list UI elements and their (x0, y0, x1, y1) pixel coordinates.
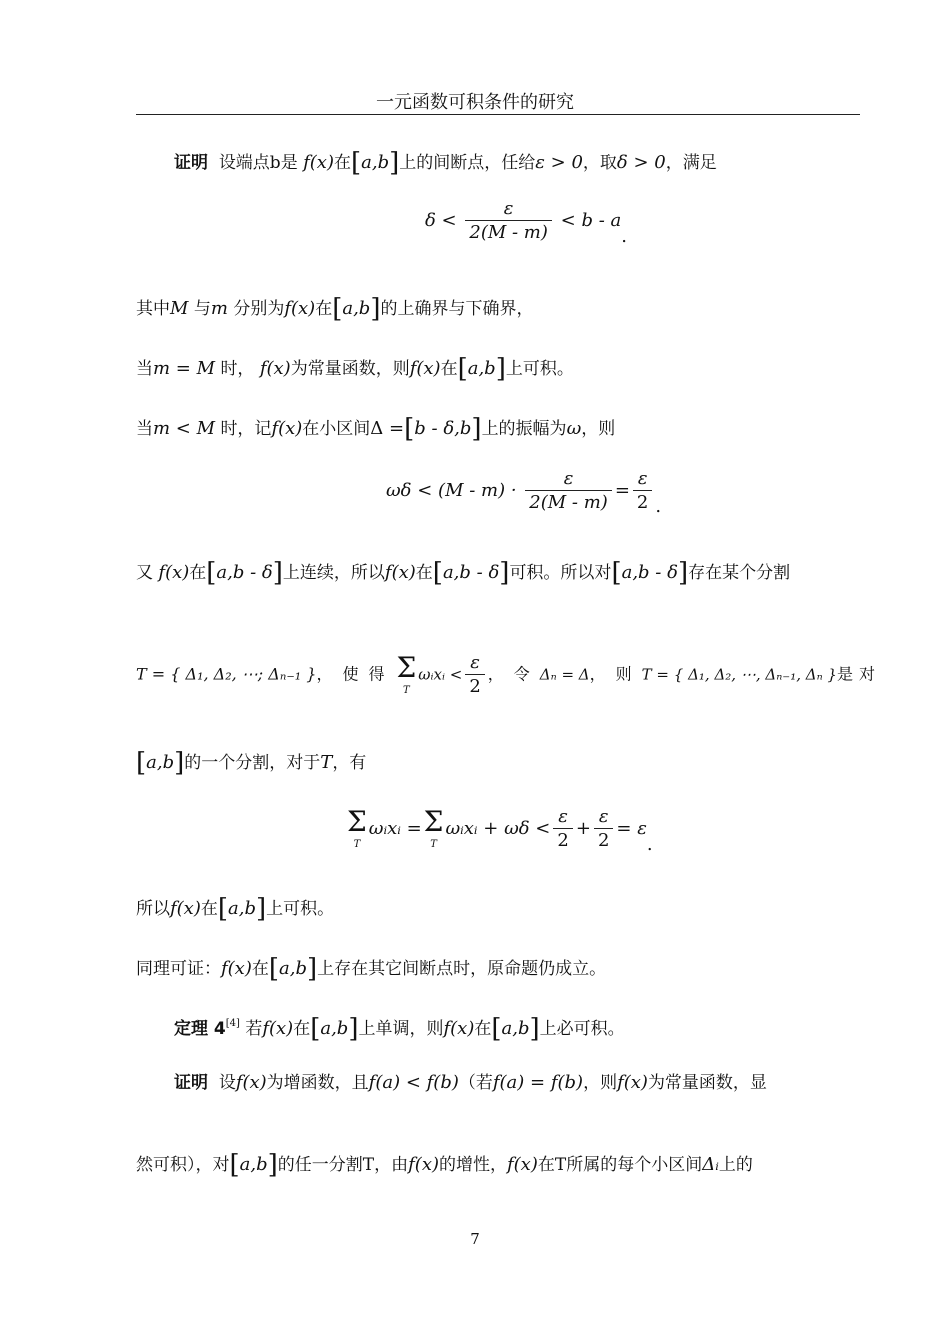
bracket-open: [ (217, 894, 229, 924)
bracket-open: [ (332, 294, 343, 324)
text-run: ，则 (583, 1073, 618, 1093)
text-run: 同理可证： (136, 959, 221, 979)
math-fx: f(x) (221, 958, 252, 979)
bracket-close: ] (348, 1014, 359, 1044)
text-run: 时， (220, 359, 255, 379)
eq1-right: < b - a (560, 210, 622, 231)
text-run: 在小区间 (302, 419, 371, 439)
bracket-open: [ (268, 954, 280, 984)
math-interval: a,b (279, 958, 307, 979)
math-fx: f(x) (409, 358, 441, 379)
eq2-fraction-1 (525, 468, 612, 514)
math-interval: a,b (320, 1018, 349, 1039)
math-fx: f(x) (384, 562, 416, 583)
text-run: 可积。所以对 (509, 563, 612, 583)
bracket-close: ] (174, 748, 185, 778)
eq1-den: 2(M - m) (469, 221, 548, 243)
running-header: 一元函数可积条件的研究 (376, 92, 574, 113)
eq2-left: ωδ < (M - m) · (386, 480, 517, 501)
frac-num: ε (594, 806, 613, 829)
text-run: 在 (251, 959, 269, 979)
eq2-den: 2(M - m) (529, 491, 608, 513)
text-run: 又 (136, 563, 153, 583)
frac-den: 2 (557, 829, 569, 851)
math-fx: f(x) (443, 1018, 475, 1039)
bracket-open: [ (432, 558, 443, 588)
text-run: ，则 (589, 664, 642, 684)
eq3-plus: + (575, 818, 591, 839)
text-run: 为增函数，且 (266, 1073, 369, 1093)
text-run: 时，记 (220, 419, 272, 439)
eq2-num: ε (525, 468, 612, 491)
text-run: 为常量函数，显 (647, 1073, 767, 1093)
math-fx: f(x) (259, 358, 291, 379)
bracket-open: [ (404, 414, 415, 444)
sum-symbol (347, 804, 367, 851)
eq2-den2: 2 (636, 491, 649, 513)
proof-line-1 (174, 150, 860, 176)
eq2-num2: ε (633, 468, 652, 491)
math-interval: a,b (239, 1154, 268, 1175)
math-M: M (170, 298, 189, 319)
eq3-a: ωᵢxᵢ = (368, 818, 422, 839)
text-line-7 (136, 750, 860, 776)
bracket-close: ] (529, 1014, 540, 1044)
text-run: 上的振幅为 (481, 419, 567, 439)
frac-den: 2 (597, 829, 610, 851)
math-m-lt-M: m < M (153, 418, 216, 439)
math-interval: a,b - δ (621, 562, 678, 583)
math-m: m (210, 298, 228, 319)
math-interval: a,b (361, 152, 390, 173)
eq1-fraction (465, 198, 552, 244)
header-rule (136, 114, 860, 115)
bracket-close: ] (267, 1150, 278, 1180)
proof-2-line-1 (174, 1074, 860, 1092)
text-run: 在 (200, 899, 218, 919)
text-run: 为常量函数，则 (290, 359, 410, 379)
math-T: T (320, 752, 333, 773)
math-fx: f(x) (617, 1072, 648, 1093)
eq1-num: ε (465, 198, 552, 221)
text-run: 其中 (136, 299, 170, 319)
text-run: ，则 (581, 419, 616, 439)
text-line-9 (136, 956, 860, 982)
equation-3 (345, 804, 653, 855)
text-run: 上可积。 (266, 899, 335, 919)
citation-ref: [4] (225, 1018, 240, 1029)
math-m-eq-M: m = M (153, 358, 216, 379)
text-run: ，取 (582, 153, 617, 173)
math-Delta-i: Δᵢ (702, 1154, 719, 1175)
math-fx: f(x) (303, 152, 334, 173)
math-interval: a,b (146, 752, 175, 773)
text-run: 上可积。 (505, 359, 574, 379)
sigma: Σ (423, 804, 444, 838)
eq1-period: . (621, 226, 627, 247)
bracket-open: [ (457, 354, 468, 384)
text-run: ，令 (487, 664, 540, 684)
bracket-close: ] (471, 414, 482, 444)
bracket-open: [ (206, 558, 217, 588)
text-run: 是对 (836, 664, 881, 684)
math-interval: b - δ,b (414, 418, 472, 439)
math-fx: f(x) (507, 1154, 538, 1175)
text-run: 上的 (718, 1155, 753, 1175)
bracket-close: ] (256, 894, 267, 924)
math-interval: a,b - δ (442, 562, 500, 583)
text-run: 上的间断点，任给 (399, 153, 536, 173)
eq1-left: δ < (425, 210, 457, 231)
bracket-open: [ (491, 1014, 502, 1044)
sum-limit: T (403, 685, 410, 697)
eq2-eq: = (614, 480, 630, 501)
text-run: 然可积），对 (136, 1155, 230, 1175)
text-run: 在 (440, 359, 458, 379)
text-run: 当 (136, 419, 153, 439)
bracket-open: [ (611, 558, 622, 588)
math-interval: a,b (228, 898, 256, 919)
math-delta: δ > 0 (616, 152, 666, 173)
proof-label: 证明 (174, 1073, 208, 1093)
text-run: 在 (474, 1019, 492, 1039)
text-run: 的任一分割T，由 (277, 1155, 409, 1175)
math-partition: T = { Δ₁, Δ₂, ⋯; Δₙ₋₁ } (136, 664, 317, 684)
math-partition-2: T = { Δ₁, Δ₂, ⋯, Δₙ₋₁, Δₙ } (641, 665, 837, 684)
bracket-close: ] (307, 954, 318, 984)
math-eps: ε > 0 (535, 152, 583, 173)
theorem-label: 定理 4 (174, 1019, 226, 1039)
frac-num: ε (553, 806, 572, 829)
frac-num: ε (465, 652, 484, 675)
eq2-fraction-2 (633, 468, 652, 514)
bracket-close: ] (389, 148, 400, 178)
text-run: 在 (315, 299, 333, 319)
text-run: ，使得 (316, 664, 395, 684)
bracket-open: [ (136, 748, 147, 778)
text-run: ，有 (332, 753, 367, 773)
sum-symbol (423, 804, 444, 851)
text-run: ，满足 (665, 153, 717, 173)
math-fa-eq-fb: f(a) = f(b) (492, 1072, 584, 1093)
text-run: 的增性， (439, 1155, 507, 1175)
math-fx: f(x) (235, 1072, 267, 1093)
eq3-fraction-1 (553, 806, 572, 852)
text-line-8 (136, 896, 860, 922)
text-run: 与 (193, 299, 211, 319)
bracket-open: [ (350, 148, 362, 178)
text-run: 所以 (136, 899, 170, 919)
eq3-end: = ε (616, 818, 647, 839)
math-interval: a,b (342, 298, 371, 319)
sum-limit: T (353, 839, 361, 851)
math-fx: f(x) (271, 418, 303, 439)
math-interval: a,b (467, 358, 496, 379)
text-line-6 (136, 650, 881, 698)
math-fx: f(x) (284, 298, 316, 319)
text-line-2 (136, 296, 860, 322)
eq2-period: . (655, 496, 662, 517)
bracket-close: ] (370, 294, 381, 324)
math-fa-lt-fb: f(a) < f(b) (368, 1072, 459, 1093)
text-run: 当 (136, 359, 153, 379)
text-run: 设端点b是 (218, 153, 298, 173)
text-run: 上连续，所以 (282, 563, 385, 583)
text-run: 若 (245, 1019, 263, 1039)
math-fx: f(x) (408, 1154, 439, 1175)
text-run: 在 (415, 563, 433, 583)
text-run: 设 (218, 1073, 236, 1093)
sigma: Σ (347, 804, 367, 838)
text-run: 在 (293, 1019, 311, 1039)
math-omega-x: ωᵢxᵢ < (418, 665, 463, 684)
bracket-close: ] (272, 558, 283, 588)
text-line-4 (136, 416, 860, 442)
text-run: 上存在其它间断点时，原命题仍成立。 (317, 959, 607, 979)
theorem-4-line (174, 1016, 860, 1042)
text-run: 在 (189, 563, 207, 583)
page-number: 7 (470, 1230, 480, 1248)
equation-2 (386, 468, 662, 517)
text-run: 的上确界与下确界， (380, 299, 534, 319)
text-run: 分别为 (233, 299, 285, 319)
math-Delta-eq: Δ = (370, 418, 405, 439)
text-line-3 (136, 356, 860, 382)
proof-2-line-2 (136, 1152, 860, 1178)
bracket-open: [ (229, 1150, 240, 1180)
math-Delta-n: Δₙ = Δ (539, 665, 590, 684)
eq3-period: . (646, 834, 653, 855)
text-line-5 (136, 560, 860, 586)
sum-symbol (396, 650, 417, 697)
math-fx: f(x) (170, 898, 201, 919)
text-run: 上必可积。 (539, 1019, 625, 1039)
math-omega: ω (566, 418, 582, 439)
math-fx: f(x) (262, 1018, 294, 1039)
equation-1 (425, 198, 627, 247)
text-run: （若 (458, 1073, 493, 1093)
math-interval: a,b (501, 1018, 530, 1039)
eq3-b: ωᵢxᵢ + ωδ < (445, 818, 551, 839)
half-eps-fraction (465, 652, 484, 698)
bracket-open: [ (310, 1014, 321, 1044)
bracket-close: ] (677, 558, 689, 588)
sigma: Σ (396, 650, 417, 684)
eq3-fraction-2 (594, 806, 613, 852)
text-run: 存在某个分割 (688, 563, 791, 583)
sum-limit: T (430, 839, 437, 851)
proof-label: 证明 (174, 153, 208, 173)
math-fx: f(x) (158, 562, 190, 583)
text-run: 上单调，则 (358, 1019, 444, 1039)
frac-den: 2 (469, 675, 481, 697)
bracket-close: ] (495, 354, 506, 384)
text-run: 在T所属的每个小区间 (537, 1155, 703, 1175)
text-run: 在 (333, 153, 351, 173)
text-run: 的一个分割，对于 (184, 753, 321, 773)
bracket-close: ] (499, 558, 510, 588)
math-interval: a,b - δ (216, 562, 273, 583)
